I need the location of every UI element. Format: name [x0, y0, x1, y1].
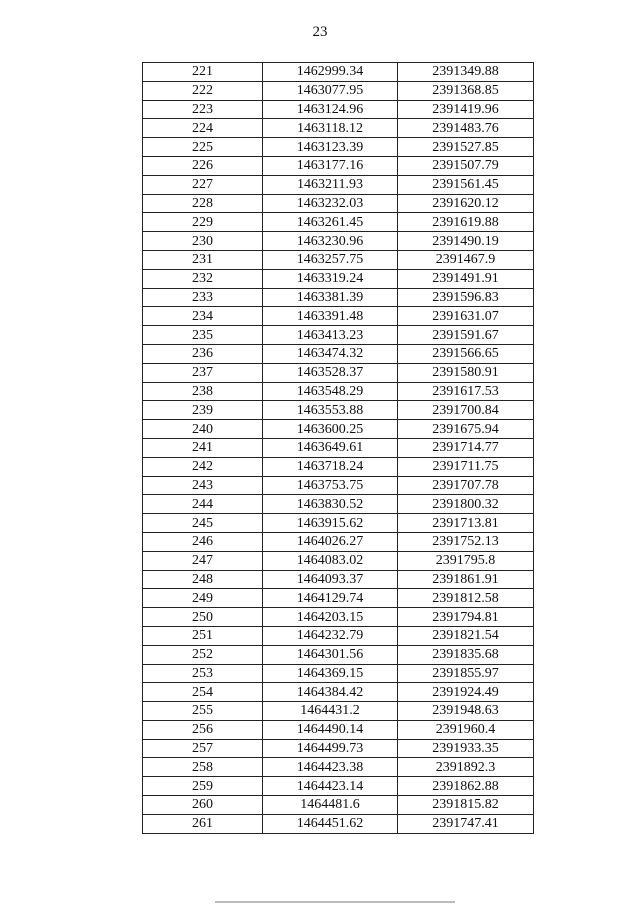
x-coordinate-cell: 1463177.16 — [263, 156, 398, 175]
table-row — [143, 344, 534, 363]
x-coordinate-cell: 1463261.45 — [263, 213, 398, 232]
point-number-cell: 228 — [143, 194, 263, 213]
table-row — [143, 777, 534, 796]
point-number-cell: 236 — [143, 344, 263, 363]
table-row — [143, 702, 534, 721]
x-coordinate-cell: 1464369.15 — [263, 664, 398, 683]
x-coordinate-cell: 1463413.23 — [263, 326, 398, 345]
point-number-cell: 239 — [143, 401, 263, 420]
point-number-cell: 242 — [143, 457, 263, 476]
x-coordinate-cell: 1464083.02 — [263, 551, 398, 570]
table-row — [143, 532, 534, 551]
table-row — [143, 213, 534, 232]
x-coordinate-cell: 1464232.79 — [263, 626, 398, 645]
x-coordinate-cell: 1463649.61 — [263, 438, 398, 457]
point-number-cell: 247 — [143, 551, 263, 570]
y-coordinate-cell: 2391368.85 — [398, 81, 534, 100]
x-coordinate-cell: 1464481.6 — [263, 796, 398, 815]
point-number-cell: 245 — [143, 514, 263, 533]
table-row — [143, 495, 534, 514]
table-row — [143, 814, 534, 833]
y-coordinate-cell: 2391596.83 — [398, 288, 534, 307]
y-coordinate-cell: 2391620.12 — [398, 194, 534, 213]
point-number-cell: 243 — [143, 476, 263, 495]
y-coordinate-cell: 2391349.88 — [398, 63, 534, 82]
point-number-cell: 224 — [143, 119, 263, 138]
x-coordinate-cell: 1463211.93 — [263, 175, 398, 194]
x-coordinate-cell: 1463553.88 — [263, 401, 398, 420]
x-coordinate-cell: 1462999.34 — [263, 63, 398, 82]
y-coordinate-cell: 2391527.85 — [398, 138, 534, 157]
point-number-cell: 231 — [143, 250, 263, 269]
point-number-cell: 221 — [143, 63, 263, 82]
y-coordinate-cell: 2391933.35 — [398, 739, 534, 758]
x-coordinate-cell: 1463528.37 — [263, 363, 398, 382]
scan-artifact-line — [215, 901, 455, 903]
table-row — [143, 796, 534, 815]
point-number-cell: 257 — [143, 739, 263, 758]
table-row — [143, 401, 534, 420]
x-coordinate-cell: 1464301.56 — [263, 645, 398, 664]
y-coordinate-cell: 2391707.78 — [398, 476, 534, 495]
x-coordinate-cell: 1463123.39 — [263, 138, 398, 157]
y-coordinate-cell: 2391812.58 — [398, 589, 534, 608]
point-number-cell: 254 — [143, 683, 263, 702]
y-coordinate-cell: 2391821.54 — [398, 626, 534, 645]
point-number-cell: 255 — [143, 702, 263, 721]
y-coordinate-cell: 2391675.94 — [398, 420, 534, 439]
x-coordinate-cell: 1463077.95 — [263, 81, 398, 100]
x-coordinate-cell: 1463548.29 — [263, 382, 398, 401]
table-row — [143, 457, 534, 476]
y-coordinate-cell: 2391591.67 — [398, 326, 534, 345]
point-number-cell: 240 — [143, 420, 263, 439]
y-coordinate-cell: 2391483.76 — [398, 119, 534, 138]
point-number-cell: 237 — [143, 363, 263, 382]
table-row — [143, 269, 534, 288]
x-coordinate-cell: 1464093.37 — [263, 570, 398, 589]
y-coordinate-cell: 2391713.81 — [398, 514, 534, 533]
point-number-cell: 250 — [143, 608, 263, 627]
x-coordinate-cell: 1463118.12 — [263, 119, 398, 138]
table-row — [143, 683, 534, 702]
y-coordinate-cell: 2391800.32 — [398, 495, 534, 514]
table-row — [143, 664, 534, 683]
table-row — [143, 551, 534, 570]
x-coordinate-cell: 1463718.24 — [263, 457, 398, 476]
point-number-cell: 238 — [143, 382, 263, 401]
x-coordinate-cell: 1464499.73 — [263, 739, 398, 758]
x-coordinate-cell: 1464203.15 — [263, 608, 398, 627]
table-row — [143, 645, 534, 664]
x-coordinate-cell: 1463257.75 — [263, 250, 398, 269]
table-row — [143, 250, 534, 269]
x-coordinate-cell: 1463600.25 — [263, 420, 398, 439]
table-row — [143, 363, 534, 382]
x-coordinate-cell: 1463915.62 — [263, 514, 398, 533]
y-coordinate-cell: 2391747.41 — [398, 814, 534, 833]
x-coordinate-cell: 1464451.62 — [263, 814, 398, 833]
point-number-cell: 253 — [143, 664, 263, 683]
table-row — [143, 570, 534, 589]
x-coordinate-cell: 1464026.27 — [263, 532, 398, 551]
point-number-cell: 241 — [143, 438, 263, 457]
table-row — [143, 119, 534, 138]
y-coordinate-cell: 2391507.79 — [398, 156, 534, 175]
y-coordinate-cell: 2391948.63 — [398, 702, 534, 721]
table-row — [143, 81, 534, 100]
point-number-cell: 234 — [143, 307, 263, 326]
y-coordinate-cell: 2391580.91 — [398, 363, 534, 382]
y-coordinate-cell: 2391490.19 — [398, 232, 534, 251]
x-coordinate-cell: 1464423.38 — [263, 758, 398, 777]
table-row — [143, 326, 534, 345]
y-coordinate-cell: 2391861.91 — [398, 570, 534, 589]
table-row — [143, 288, 534, 307]
point-number-cell: 252 — [143, 645, 263, 664]
y-coordinate-cell: 2391795.8 — [398, 551, 534, 570]
point-number-cell: 233 — [143, 288, 263, 307]
x-coordinate-cell: 1463232.03 — [263, 194, 398, 213]
x-coordinate-cell: 1464384.42 — [263, 683, 398, 702]
table-row — [143, 608, 534, 627]
table-row — [143, 626, 534, 645]
y-coordinate-cell: 2391561.45 — [398, 175, 534, 194]
coordinates-table-body — [143, 63, 534, 834]
y-coordinate-cell: 2391794.81 — [398, 608, 534, 627]
y-coordinate-cell: 2391862.88 — [398, 777, 534, 796]
point-number-cell: 261 — [143, 814, 263, 833]
x-coordinate-cell: 1464490.14 — [263, 720, 398, 739]
point-number-cell: 225 — [143, 138, 263, 157]
x-coordinate-cell: 1463124.96 — [263, 100, 398, 119]
x-coordinate-cell: 1463319.24 — [263, 269, 398, 288]
y-coordinate-cell: 2391467.9 — [398, 250, 534, 269]
y-coordinate-cell: 2391855.97 — [398, 664, 534, 683]
table-row — [143, 175, 534, 194]
point-number-cell: 229 — [143, 213, 263, 232]
point-number-cell: 258 — [143, 758, 263, 777]
table-row — [143, 100, 534, 119]
table-row — [143, 514, 534, 533]
point-number-cell: 251 — [143, 626, 263, 645]
point-number-cell: 248 — [143, 570, 263, 589]
table-row — [143, 739, 534, 758]
x-coordinate-cell: 1464423.14 — [263, 777, 398, 796]
x-coordinate-cell: 1463753.75 — [263, 476, 398, 495]
table-row — [143, 382, 534, 401]
x-coordinate-cell: 1463381.39 — [263, 288, 398, 307]
x-coordinate-cell: 1464431.2 — [263, 702, 398, 721]
point-number-cell: 249 — [143, 589, 263, 608]
table-row — [143, 476, 534, 495]
x-coordinate-cell: 1463474.32 — [263, 344, 398, 363]
y-coordinate-cell: 2391566.65 — [398, 344, 534, 363]
y-coordinate-cell: 2391631.07 — [398, 307, 534, 326]
y-coordinate-cell: 2391619.88 — [398, 213, 534, 232]
point-number-cell: 226 — [143, 156, 263, 175]
y-coordinate-cell: 2391491.91 — [398, 269, 534, 288]
point-number-cell: 244 — [143, 495, 263, 514]
table-row — [143, 438, 534, 457]
y-coordinate-cell: 2391700.84 — [398, 401, 534, 420]
x-coordinate-cell: 1463391.48 — [263, 307, 398, 326]
point-number-cell: 222 — [143, 81, 263, 100]
y-coordinate-cell: 2391960.4 — [398, 720, 534, 739]
point-number-cell: 227 — [143, 175, 263, 194]
y-coordinate-cell: 2391892.3 — [398, 758, 534, 777]
y-coordinate-cell: 2391752.13 — [398, 532, 534, 551]
x-coordinate-cell: 1463230.96 — [263, 232, 398, 251]
y-coordinate-cell: 2391714.77 — [398, 438, 534, 457]
table-row — [143, 194, 534, 213]
x-coordinate-cell: 1463830.52 — [263, 495, 398, 514]
point-number-cell: 259 — [143, 777, 263, 796]
table-row — [143, 63, 534, 82]
y-coordinate-cell: 2391419.96 — [398, 100, 534, 119]
table-row — [143, 138, 534, 157]
table-row — [143, 156, 534, 175]
point-number-cell: 235 — [143, 326, 263, 345]
x-coordinate-cell: 1464129.74 — [263, 589, 398, 608]
y-coordinate-cell: 2391617.53 — [398, 382, 534, 401]
y-coordinate-cell: 2391815.82 — [398, 796, 534, 815]
point-number-cell: 230 — [143, 232, 263, 251]
point-number-cell: 256 — [143, 720, 263, 739]
point-number-cell: 260 — [143, 796, 263, 815]
table-row — [143, 420, 534, 439]
y-coordinate-cell: 2391711.75 — [398, 457, 534, 476]
table-row — [143, 758, 534, 777]
coordinates-table — [142, 62, 534, 834]
y-coordinate-cell: 2391924.49 — [398, 683, 534, 702]
point-number-cell: 223 — [143, 100, 263, 119]
table-row — [143, 232, 534, 251]
table-row — [143, 589, 534, 608]
table-row — [143, 307, 534, 326]
point-number-cell: 232 — [143, 269, 263, 288]
page-number: 23 — [312, 24, 328, 40]
point-number-cell: 246 — [143, 532, 263, 551]
table-row — [143, 720, 534, 739]
y-coordinate-cell: 2391835.68 — [398, 645, 534, 664]
